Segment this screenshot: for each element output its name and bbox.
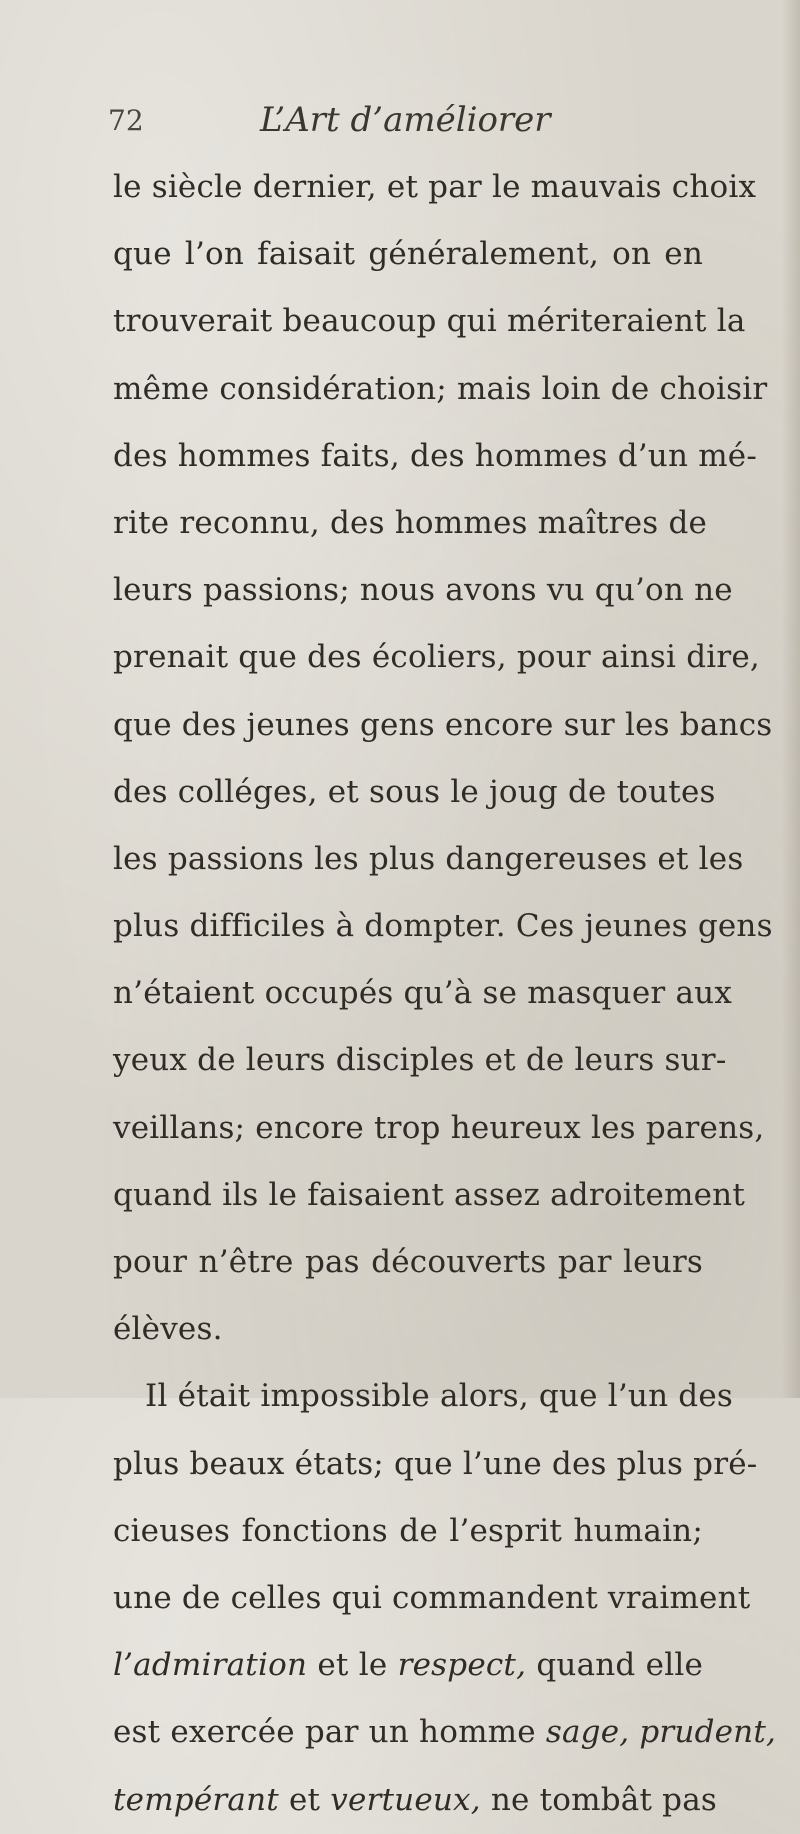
page-number: 72 [108, 104, 144, 137]
text-line: n’étaient occupés qu’à se masquer aux [113, 975, 732, 1012]
text-line: les passions les plus dangereuses et les [113, 840, 744, 877]
text-span: et le [307, 1647, 398, 1684]
text-line: que l’on faisait généralement, on en [113, 236, 703, 273]
text-line: leurs passions; nous avons vu qu’on ne [113, 572, 733, 609]
italic-word: tempérant [113, 1781, 279, 1818]
text-line: une de celles qui commandent vraiment [113, 1579, 751, 1616]
text-line: yeux de leurs disciples et de leurs sur- [113, 1042, 727, 1079]
text-span: ne tombât pas [480, 1781, 718, 1818]
text-line: le siècle dernier, et par le mauvais choix [113, 169, 757, 205]
text-line: même considération; mais loin de choisir [113, 370, 768, 407]
text-span: et [278, 1781, 331, 1818]
text-line: quand ils le faisaient assez adroitement [113, 1176, 745, 1213]
text-line: prenait que des écoliers, pour ainsi dire, [113, 639, 760, 676]
italic-word: vertueux, [330, 1781, 481, 1818]
text-line: plus difficiles à dompter. Ces jeunes gens [113, 908, 773, 945]
text-line: rite reconnu, des hommes maîtres de [113, 504, 708, 541]
text-line: veillans; encore trop heureux les parens, [113, 1109, 765, 1146]
text-line-paragraph-end: élèves. [113, 1311, 223, 1348]
text-line: cieuses fonctions de l’esprit humain; [113, 1512, 703, 1549]
text-line: trouverait beaucoup qui mériteraient la [113, 303, 746, 340]
text-line-mixed [113, 1767, 718, 1834]
text-line: des colléges, et sous le joug de toutes [113, 773, 716, 810]
text-line-mixed [113, 1632, 703, 1699]
running-title: L’Art d’améliorer [260, 100, 551, 140]
italic-word: sage, prudent, [545, 1714, 777, 1751]
text-line: plus beaux états; que l’une des plus pré- [113, 1445, 758, 1482]
text-line-paragraph-start: Il était impossible alors, que l’un des [145, 1378, 733, 1415]
text-span: est exercée par un homme [113, 1714, 546, 1751]
text-line-mixed [113, 1699, 777, 1766]
italic-word: respect, [397, 1647, 527, 1684]
text-span: quand elle [526, 1647, 703, 1684]
page-header [108, 100, 708, 150]
text-line: pour n’être pas découverts par leurs [113, 1244, 703, 1280]
body-text [113, 154, 777, 1834]
page-edge-shadow [782, 0, 800, 1398]
text-line: que des jeunes gens encore sur les bancs [113, 706, 773, 743]
italic-word: l’admiration [113, 1647, 308, 1684]
text-line: des hommes faits, des hommes d’un mé- [113, 437, 758, 474]
